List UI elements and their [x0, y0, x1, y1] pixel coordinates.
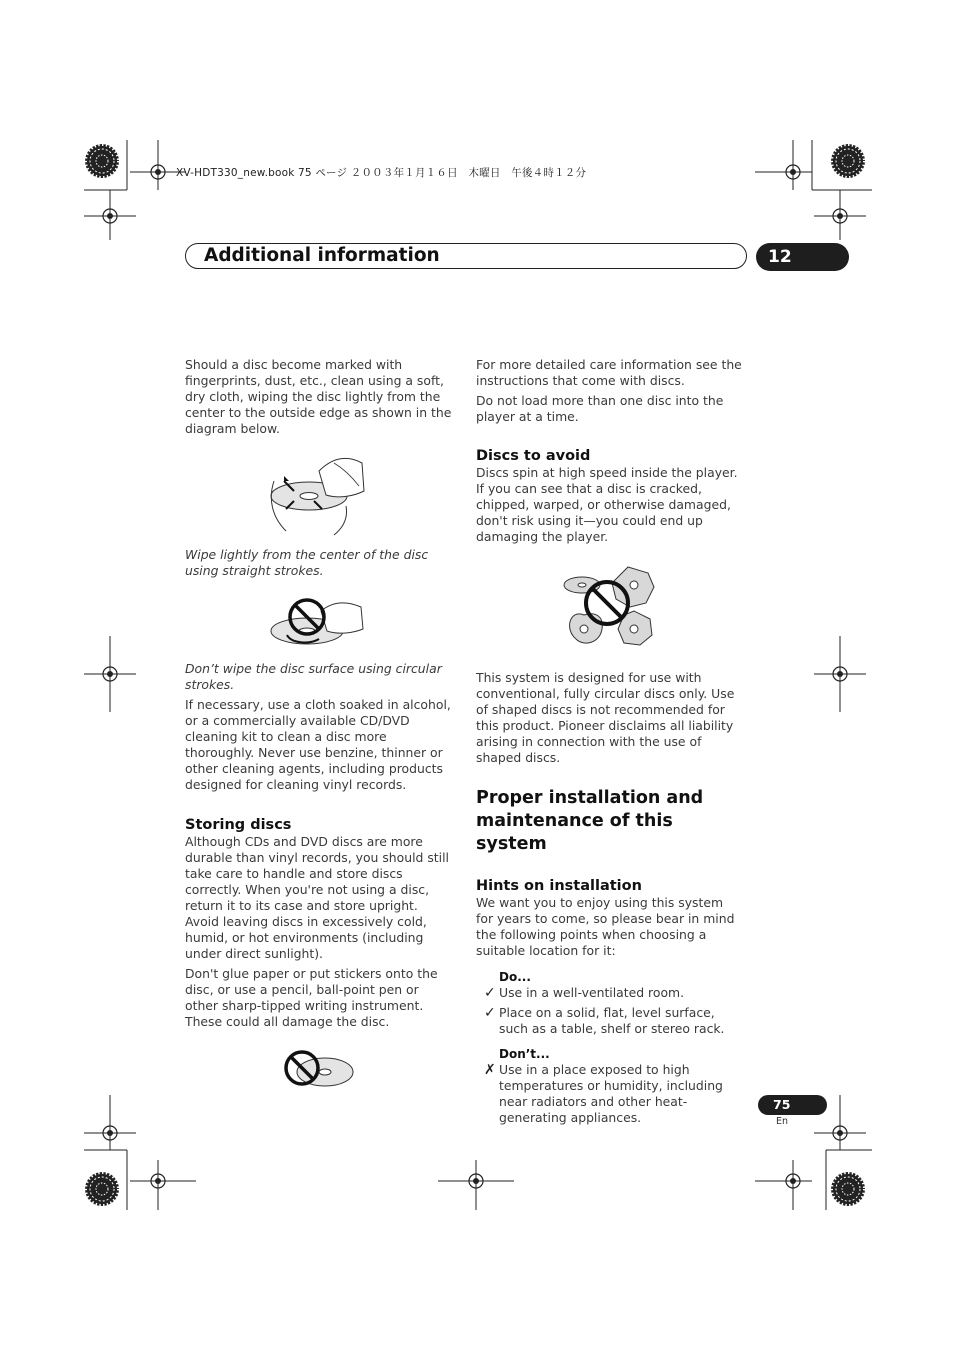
- do-label: Do...: [499, 970, 531, 984]
- one-disc-paragraph: Do not load more than one disc into the player at a time.: [476, 393, 724, 424]
- do-item-text: Place on a solid, flat, level surface, such as a table, shelf or stereo rack.: [499, 1005, 725, 1036]
- do-item-text: Use in a well-ventilated room.: [499, 985, 685, 1000]
- storing-discs-heading: Storing discs: [185, 817, 292, 833]
- storing-paragraph-1: Although CDs and DVD discs are more durable than vinyl records, you should still take care to handle and store discs correctly. When you're not using a disc, return it to its case and store upright. Avoid leaving discs in excessively cold, humid, or hot environments (including under direct sunlight).: [185, 834, 449, 961]
- do-item: [476, 1005, 744, 1037]
- cross-icon: ✗: [484, 1062, 496, 1078]
- print-header: XV-HDT330_new.book 75 ページ ２００３年１月１６日 木曜日 午後４時１２分: [176, 167, 587, 179]
- caption-no-circular: Don’t wipe the disc surface using circular strokes.: [185, 661, 442, 692]
- do-item: [476, 985, 744, 1001]
- care-info-paragraph: For more detailed care information see the instructions that come with discs.: [476, 357, 742, 388]
- storing-paragraph-2: Don't glue paper or put stickers onto the disc, or use a pencil, ball-point pen or other sharp-tipped writing instrument. These could all damage the disc.: [185, 966, 438, 1029]
- chapter-header-bar: [185, 243, 747, 269]
- cleaning-paragraph: Should a disc become marked with fingerprints, dust, etc., clean using a soft, dry cloth, wiping the disc lightly from the center to the outside edge as shown in the diagram below.: [185, 357, 452, 436]
- dont-item: [476, 1062, 744, 1126]
- no-stickers-illustration: [283, 1048, 355, 1092]
- wipe-straight-illustration: [264, 451, 374, 539]
- shaped-discs-paragraph: This system is designed for use with conventional, fully circular discs only. Use of shaped discs is not recommended for this product. Pioneer disclaims all liability arising in connection with the use of shaped discs.: [476, 670, 735, 765]
- chapter-number-badge: 12: [756, 243, 849, 271]
- page-number: 75: [758, 1095, 827, 1115]
- alcohol-cleaning-paragraph: If necessary, use a cloth soaked in alcohol, or a commercially available CD/DVD cleaning kit to clean a disc more thoroughly. Never use benzine, thinner or other cleaning agents, including products designed for cleaning vinyl records.: [185, 697, 451, 792]
- right-column: [476, 356, 744, 1126]
- caption-wipe-straight: Wipe lightly from the center of the disc using straight strokes.: [185, 547, 429, 578]
- hints-on-installation-heading: Hints on installation: [476, 878, 642, 894]
- checkmark-icon: ✓: [484, 1005, 496, 1021]
- hints-paragraph: We want you to enjoy using this system for years to come, so please bear in mind the following points when choosing a suitable location for it:: [476, 895, 735, 958]
- no-circular-wipe-illustration: [269, 595, 369, 651]
- dont-item-text: Use in a place exposed to high temperatures or humidity, including near radiators and other heat-generating appliances.: [499, 1062, 723, 1125]
- damaged-discs-paragraph: Discs spin at high speed inside the player. If you can see that a disc is cracked, chipped, warped, or otherwise damaged, don't risk using it—you could end up damaging the player.: [476, 465, 738, 544]
- checkmark-icon: ✓: [484, 985, 496, 1001]
- discs-to-avoid-heading: Discs to avoid: [476, 448, 591, 464]
- proper-installation-heading: Proper installation and maintenance of this system: [476, 788, 704, 854]
- shaped-discs-prohibited-illustration: [562, 563, 658, 653]
- dont-label: Don’t...: [499, 1047, 550, 1061]
- left-column: [185, 356, 453, 1092]
- page-language: En: [776, 1116, 789, 1127]
- chapter-title: Additional information: [204, 245, 440, 266]
